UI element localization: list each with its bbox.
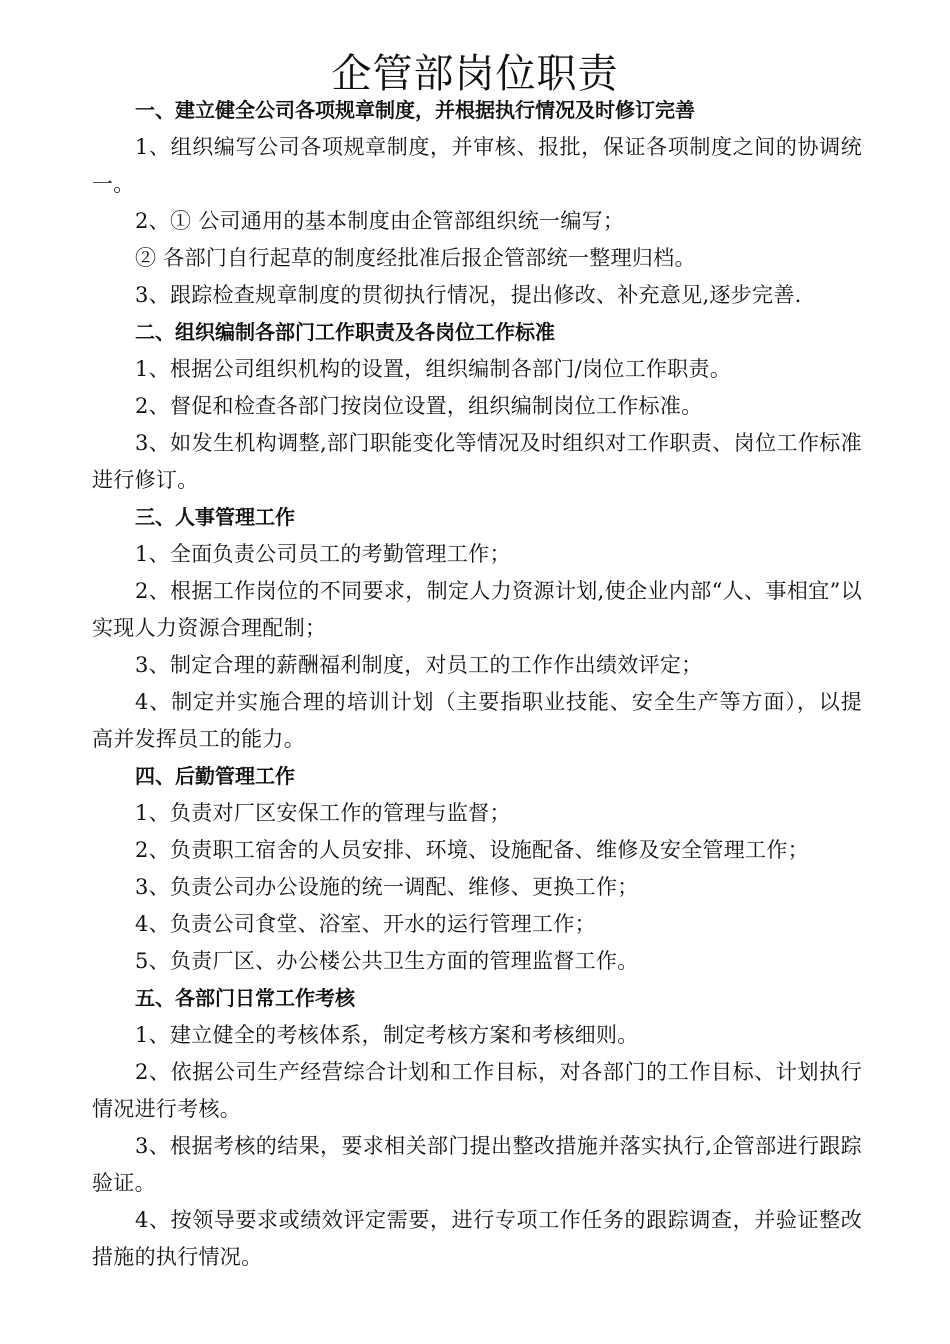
section-heading-4: 四、后勤管理工作 <box>135 764 295 788</box>
document-body <box>92 92 862 1276</box>
section-2-item: 3、如发生机构调整,部门职能变化等情况及时组织对工作职责、岗位工作标准进行修订。 <box>92 431 862 492</box>
section-1-item: 2、① 公司通用的基本制度由企管部组织统一编写； <box>135 209 625 233</box>
section-heading-5: 五、各部门日常工作考核 <box>135 986 355 1010</box>
section-1-item: ② 各部门自行起草的制度经批准后报企管部统一整理归档。 <box>135 246 696 270</box>
section-1-item: 3、跟踪检查规章制度的贯彻执行情况，提出修改、补充意见,逐步完善. <box>135 283 802 307</box>
section-5-item: 3、根据考核的结果，要求相关部门提出整改措施并落实执行,企管部进行跟踪验证。 <box>92 1134 862 1195</box>
section-heading-1: 一、建立健全公司各项规章制度，并根据执行情况及时修订完善 <box>135 98 695 122</box>
section-5-item: 2、依据公司生产经营综合计划和工作目标，对各部门的工作目标、计划执行情况进行考核。 <box>92 1060 862 1121</box>
section-2-item: 1、根据公司组织机构的设置，组织编制各部门/岗位工作职责。 <box>135 357 732 381</box>
section-3-item: 3、制定合理的薪酬福利制度，对员工的工作作出绩效评定； <box>135 653 703 677</box>
section-5-item: 1、建立健全的考核体系，制定考核方案和考核细则。 <box>135 1023 639 1047</box>
section-3-item: 2、根据工作岗位的不同要求，制定人力资源计划,使企业内部“人、事相宜”以实现人力资源合理配制； <box>92 579 862 640</box>
section-1-item: 1、组织编写公司各项规章制度，并审核、报批，保证各项制度之间的协调统一。 <box>92 135 862 196</box>
section-heading-3: 三、人事管理工作 <box>135 505 295 529</box>
section-3-item: 4、制定并实施合理的培训计划（主要指职业技能、安全生产等方面），以提高并发挥员工的能力。 <box>92 690 862 751</box>
section-4-item: 1、负责对厂区安保工作的管理与监督； <box>135 801 511 825</box>
section-4-item: 2、负责职工宿舍的人员安排、环境、设施配备、维修及安全管理工作； <box>135 838 809 862</box>
section-4-item: 4、负责公司食堂、浴室、开水的运行管理工作； <box>135 912 596 936</box>
section-4-item: 3、负责公司办公设施的统一调配、维修、更换工作； <box>135 875 639 899</box>
section-heading-2: 二、组织编制各部门工作职责及各岗位工作标准 <box>135 320 555 344</box>
section-4-item: 5、负责厂区、办公楼公共卫生方面的管理监督工作。 <box>135 949 639 973</box>
section-3-item: 1、全面负责公司员工的考勤管理工作； <box>135 542 511 566</box>
page-title: 企管部岗位职责 <box>331 51 619 97</box>
section-2-item: 2、督促和检查各部门按岗位设置，组织编制岗位工作标准。 <box>135 394 703 418</box>
section-5-item: 4、按领导要求或绩效评定需要，进行专项工作任务的跟踪调查，并验证整改措施的执行情况。 <box>92 1208 862 1269</box>
